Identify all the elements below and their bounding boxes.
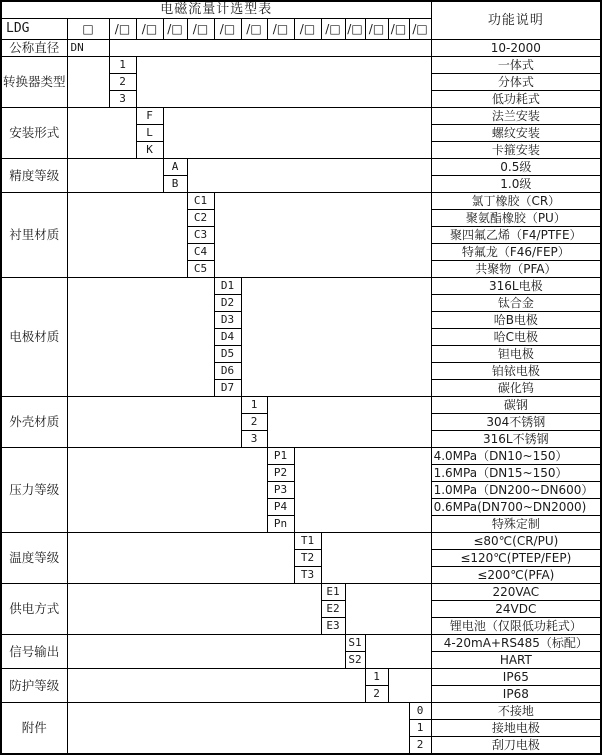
option-description: IP65 — [431, 669, 601, 686]
model-slot-box: /□ — [294, 19, 321, 40]
model-slot-box: /□ — [345, 19, 365, 40]
option-code: D5 — [214, 346, 241, 363]
option-description: 碳化钨 — [431, 380, 601, 397]
model-prefix: LDG — [1, 19, 67, 40]
option-code: P1 — [267, 448, 294, 465]
option-description: 4-20mA+RS485（标配） — [431, 635, 601, 652]
table-row — [1, 159, 601, 176]
model-slot-box: /□ — [109, 19, 136, 40]
option-description: 220VAC — [431, 584, 601, 601]
table-row — [1, 669, 601, 686]
option-code: C4 — [187, 244, 214, 261]
option-description: 法兰安装 — [431, 108, 601, 125]
option-code: E3 — [321, 618, 345, 635]
model-slot-box: /□ — [388, 19, 409, 40]
table-row — [1, 448, 601, 465]
model-slot-box: /□ — [241, 19, 267, 40]
option-code: F — [136, 108, 163, 125]
table-row — [1, 278, 601, 295]
model-slot-box: /□ — [187, 19, 214, 40]
option-code: T2 — [294, 550, 321, 567]
right-spacer-cell — [294, 448, 431, 533]
option-code: 3 — [241, 431, 267, 448]
option-description: 聚氨酯橡胶（PU） — [431, 210, 601, 227]
section-label: 供电方式 — [1, 584, 67, 635]
table-row — [1, 635, 601, 652]
model-slot-box: /□ — [321, 19, 345, 40]
option-description: 刮刀电极 — [431, 737, 601, 755]
option-code: 2 — [109, 74, 136, 91]
option-code: D4 — [214, 329, 241, 346]
option-description: 24VDC — [431, 601, 601, 618]
left-spacer-cell — [67, 278, 214, 397]
table-row — [1, 703, 601, 720]
right-spacer-cell — [267, 397, 431, 448]
left-spacer-cell — [67, 108, 136, 159]
option-description: 10-2000 — [431, 40, 601, 57]
option-code: D7 — [214, 380, 241, 397]
option-description: 接地电极 — [431, 720, 601, 737]
table-row — [1, 40, 601, 57]
option-description: 316L电极 — [431, 278, 601, 295]
section-label: 电极材质 — [1, 278, 67, 397]
option-code: C2 — [187, 210, 214, 227]
section-label: 信号输出 — [1, 635, 67, 669]
table-row — [1, 584, 601, 601]
model-slot-box: /□ — [267, 19, 294, 40]
right-spacer-cell — [388, 669, 431, 703]
option-code: C3 — [187, 227, 214, 244]
option-description: 氯丁橡胶（CR） — [431, 193, 601, 210]
section-label: 防护等级 — [1, 669, 67, 703]
option-code: T1 — [294, 533, 321, 550]
table-row — [1, 533, 601, 550]
model-base-box: □ — [67, 19, 109, 40]
section-label: 附件 — [1, 703, 67, 755]
model-slot-box: /□ — [214, 19, 241, 40]
left-spacer-cell — [67, 159, 163, 193]
option-description: 螺纹安装 — [431, 125, 601, 142]
option-description: 铂铱电极 — [431, 363, 601, 380]
option-description: 锂电池（仅限低功耗式） — [431, 618, 601, 635]
option-description: 哈C电极 — [431, 329, 601, 346]
right-spacer-cell — [109, 40, 431, 57]
option-description: 共聚物（PFA） — [431, 261, 601, 278]
model-slot-box: /□ — [365, 19, 388, 40]
option-description: HART — [431, 652, 601, 669]
option-code: P4 — [267, 499, 294, 516]
model-slot-box: /□ — [409, 19, 431, 40]
left-spacer-cell — [67, 193, 187, 278]
option-description: 316L不锈钢 — [431, 431, 601, 448]
option-description: 0.5级 — [431, 159, 601, 176]
option-code: E2 — [321, 601, 345, 618]
section-label: 安装形式 — [1, 108, 67, 159]
option-code: 2 — [365, 686, 388, 703]
option-description: 钽电极 — [431, 346, 601, 363]
option-description: 1.0MPa（DN200~DN600） — [431, 482, 601, 499]
left-spacer-cell — [67, 635, 345, 669]
option-code: Pn — [267, 516, 294, 533]
option-code: 1 — [109, 57, 136, 74]
section-label: 转换器类型 — [1, 57, 67, 108]
option-code: B — [163, 176, 187, 193]
option-description: 钛合金 — [431, 295, 601, 312]
option-description: 0.6MPa(DN700~DN2000) — [431, 499, 601, 516]
option-code: 1 — [365, 669, 388, 686]
option-description: ≤120℃(PTEP/FEP) — [431, 550, 601, 567]
option-description: 304不锈钢 — [431, 414, 601, 431]
option-code: K — [136, 142, 163, 159]
option-description: 碳钢 — [431, 397, 601, 414]
table-row — [1, 397, 601, 414]
option-description: ≤200℃(PFA) — [431, 567, 601, 584]
option-code: P3 — [267, 482, 294, 499]
option-description: 卡箍安装 — [431, 142, 601, 159]
option-code: 2 — [241, 414, 267, 431]
option-description: ≤80℃(CR/PU) — [431, 533, 601, 550]
right-spacer-cell — [365, 635, 431, 669]
option-code: 3 — [109, 91, 136, 108]
option-code: DN — [67, 40, 109, 57]
option-description: 1.0级 — [431, 176, 601, 193]
option-code: P2 — [267, 465, 294, 482]
option-code: 2 — [409, 737, 431, 755]
section-label: 外壳材质 — [1, 397, 67, 448]
section-label: 公称直径 — [1, 40, 67, 57]
right-spacer-cell — [214, 193, 431, 278]
left-spacer-cell — [67, 57, 109, 108]
option-description: 分体式 — [431, 74, 601, 91]
left-spacer-cell — [67, 584, 321, 635]
option-code: 0 — [409, 703, 431, 720]
right-spacer-cell — [241, 278, 431, 397]
table-row — [1, 193, 601, 210]
function-column-header: 功能说明 — [431, 1, 601, 40]
option-description: 聚四氟乙烯（F4/PTFE） — [431, 227, 601, 244]
option-code: T3 — [294, 567, 321, 584]
option-code: D1 — [214, 278, 241, 295]
section-label: 温度等级 — [1, 533, 67, 584]
option-code: A — [163, 159, 187, 176]
option-description: 特氟龙（F46/FEP） — [431, 244, 601, 261]
left-spacer-cell — [67, 669, 365, 703]
section-label: 衬里材质 — [1, 193, 67, 278]
title-row — [1, 1, 601, 19]
option-description: IP68 — [431, 686, 601, 703]
model-slot-box: /□ — [136, 19, 163, 40]
right-spacer-cell — [321, 533, 431, 584]
option-code: L — [136, 125, 163, 142]
left-spacer-cell — [67, 703, 409, 755]
option-code: 1 — [241, 397, 267, 414]
option-description: 哈B电极 — [431, 312, 601, 329]
left-spacer-cell — [67, 533, 294, 584]
option-code: S1 — [345, 635, 365, 652]
option-description: 4.0MPa（DN10~150） — [431, 448, 601, 465]
option-code: S2 — [345, 652, 365, 669]
left-spacer-cell — [67, 397, 241, 448]
right-spacer-cell — [187, 159, 431, 193]
right-spacer-cell — [345, 584, 431, 635]
right-spacer-cell — [163, 108, 431, 159]
model-slot-box: /□ — [163, 19, 187, 40]
option-description: 低功耗式 — [431, 91, 601, 108]
option-code: D6 — [214, 363, 241, 380]
page-title: 电磁流量计选型表 — [1, 1, 431, 19]
table-row — [1, 108, 601, 125]
option-code: C1 — [187, 193, 214, 210]
option-code: 1 — [409, 720, 431, 737]
table-row — [1, 57, 601, 74]
left-spacer-cell — [67, 448, 267, 533]
option-description: 特殊定制 — [431, 516, 601, 533]
option-code: E1 — [321, 584, 345, 601]
option-description: 一体式 — [431, 57, 601, 74]
option-description: 不接地 — [431, 703, 601, 720]
section-label: 精度等级 — [1, 159, 67, 193]
right-spacer-cell — [136, 57, 431, 108]
section-label: 压力等级 — [1, 448, 67, 533]
option-code: C5 — [187, 261, 214, 278]
option-description: 1.6MPa（DN15~150） — [431, 465, 601, 482]
option-code: D3 — [214, 312, 241, 329]
option-code: D2 — [214, 295, 241, 312]
